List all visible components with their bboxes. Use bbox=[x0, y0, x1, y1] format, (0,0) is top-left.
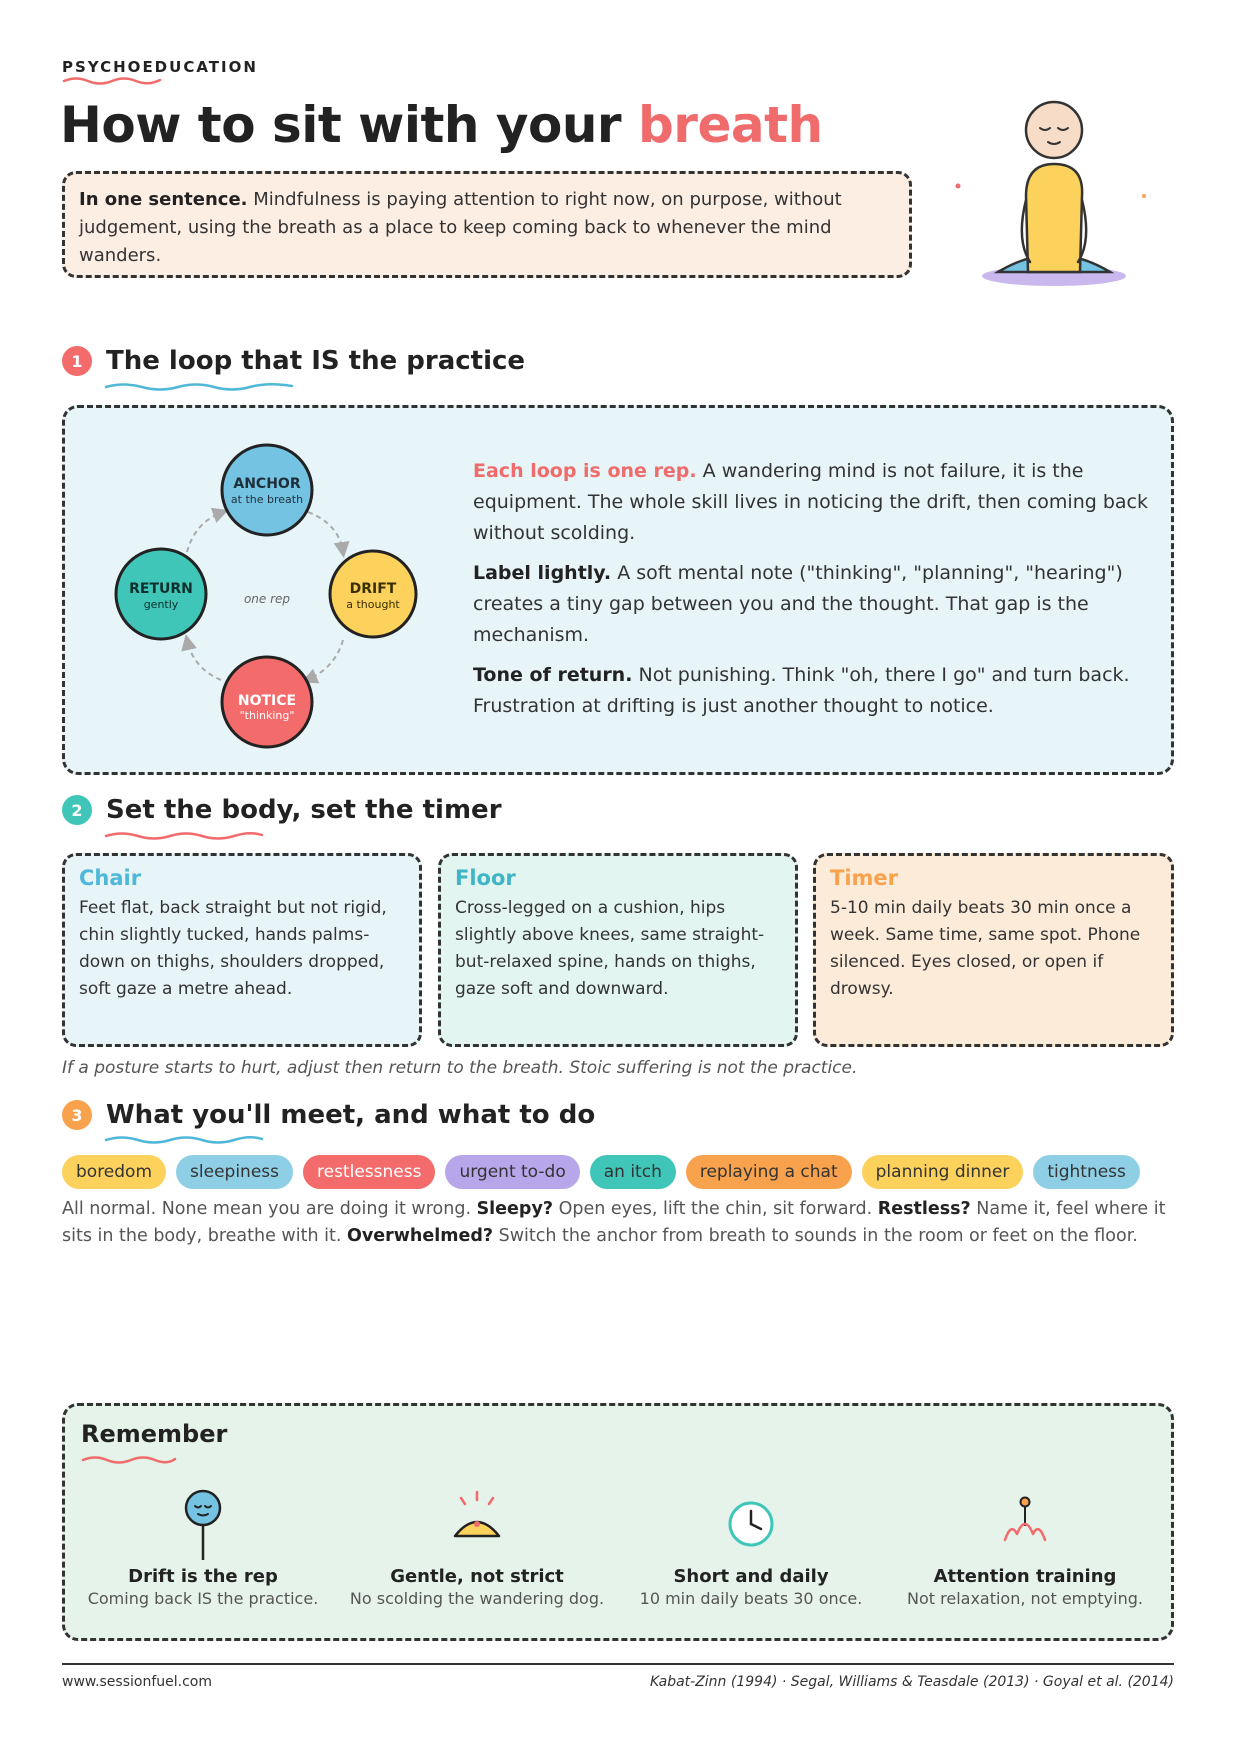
node-label: DRIFT bbox=[349, 581, 397, 597]
loop-arrow bbox=[308, 512, 343, 552]
page-title bbox=[60, 96, 823, 154]
remember-desc: Coming back IS the practice. bbox=[87, 1589, 319, 1608]
posture-note: If a posture starts to hurt, adjust then return to the breath. Stoic suffering is not the practice. bbox=[62, 1058, 858, 1078]
experience-guidance bbox=[62, 1196, 1174, 1250]
loop-panel bbox=[62, 405, 1174, 775]
paragraph-text: A wandering mind is not failure, it is the equipment. The whole skill lives in noticing the drift, then coming back without scolding. bbox=[473, 460, 1148, 544]
footer-site-link[interactable]: www.sessionfuel.com bbox=[62, 1674, 212, 1690]
remember-item bbox=[895, 1486, 1155, 1611]
card-title: Chair bbox=[79, 866, 142, 890]
kicker-underline bbox=[62, 74, 162, 86]
card-body: Feet flat, back straight but not rigid, chin slightly tucked, hands palms-down on thighs, shoulders dropped, soft gaze a metre ahead. bbox=[79, 898, 387, 999]
experience-chip: restlessness bbox=[303, 1155, 435, 1189]
section-number-badge: 2 bbox=[62, 795, 92, 825]
remember-panel bbox=[62, 1403, 1174, 1641]
loop-paragraph bbox=[473, 660, 1153, 722]
lollipop-face-icon bbox=[163, 1486, 243, 1562]
summary-text: Mindfulness is paying attention to right now, on purpose, without judgement, using the breath as a place to keep coming back to whenever the mind wanders. bbox=[79, 189, 842, 266]
section-title: Set the body, set the timer bbox=[106, 795, 502, 825]
experience-chip: urgent to-do bbox=[445, 1155, 579, 1189]
paragraph-lead: Each loop is one rep. bbox=[473, 460, 697, 482]
remember-desc: 10 min daily beats 30 once. bbox=[639, 1589, 863, 1608]
experience-chip: an itch bbox=[590, 1155, 676, 1189]
footer-divider bbox=[62, 1663, 1174, 1665]
section-3-heading bbox=[62, 1100, 595, 1130]
experience-chip: tightness bbox=[1033, 1155, 1140, 1189]
loop-node-return bbox=[116, 549, 206, 639]
remember-item bbox=[347, 1486, 607, 1611]
section-number-badge: 3 bbox=[62, 1100, 92, 1130]
guidance-text: Name it, feel where it sits in the body, breathe with it. bbox=[62, 1199, 1166, 1246]
loop-explanation bbox=[473, 456, 1153, 731]
node-sub: a thought bbox=[346, 598, 400, 611]
paragraph-text: A soft mental note ("thinking", "planning", "hearing") creates a tiny gap between you and the thought. That gap is the mechanism. bbox=[473, 562, 1123, 646]
section-title: The loop that IS the practice bbox=[106, 346, 526, 376]
summary-lead: In one sentence. bbox=[79, 189, 248, 210]
posture-card-floor bbox=[438, 853, 798, 1047]
node-label: NOTICE bbox=[237, 693, 297, 709]
node-label: RETURN bbox=[129, 581, 193, 597]
head bbox=[1026, 102, 1082, 158]
title-accent: breath bbox=[638, 96, 823, 154]
experience-chip: boredom bbox=[62, 1155, 166, 1189]
node-sub: at the breath bbox=[230, 493, 304, 506]
body bbox=[1026, 164, 1082, 272]
remember-label: Short and daily bbox=[673, 1566, 829, 1587]
loop-center-label: one rep bbox=[243, 592, 291, 606]
experience-chip: sleepiness bbox=[176, 1155, 293, 1189]
guidance-keyword: Restless? bbox=[877, 1199, 971, 1219]
clock-icon bbox=[711, 1486, 791, 1562]
posture-card-chair bbox=[62, 853, 422, 1047]
attention-icon bbox=[985, 1486, 1065, 1562]
node-sub: gently bbox=[143, 598, 179, 611]
loop-node-notice bbox=[222, 657, 312, 747]
guidance-text: Open eyes, lift the chin, sit forward. bbox=[553, 1199, 878, 1219]
remember-item bbox=[621, 1486, 881, 1611]
card-body: Cross-legged on a cushion, hips slightly above knees, same straight-but-relaxed spine, hands on thighs, gaze soft and downward. bbox=[455, 898, 765, 999]
practice-loop-diagram bbox=[95, 428, 435, 758]
remember-label: Attention training bbox=[933, 1566, 1117, 1587]
experience-chip-list bbox=[62, 1155, 1174, 1189]
remember-title: Remember bbox=[81, 1420, 228, 1448]
remember-underline bbox=[81, 1454, 177, 1466]
sparkle-dot bbox=[956, 184, 961, 189]
sparkle-dot bbox=[1142, 194, 1146, 198]
title-main: How to sit with your bbox=[60, 96, 639, 154]
loop-paragraph bbox=[473, 558, 1153, 651]
paragraph-lead: Tone of return. bbox=[473, 664, 633, 686]
guidance-keyword: Sleepy? bbox=[476, 1199, 554, 1219]
loop-arrow bbox=[187, 640, 221, 680]
node-label: ANCHOR bbox=[233, 476, 301, 492]
experience-chip: planning dinner bbox=[862, 1155, 1024, 1189]
remember-label: Gentle, not strict bbox=[390, 1566, 564, 1587]
paragraph-lead: Label lightly. bbox=[473, 562, 612, 584]
guidance-text: All normal. None mean you are doing it wrong. bbox=[62, 1199, 477, 1219]
remember-desc: Not relaxation, not emptying. bbox=[907, 1589, 1143, 1608]
summary-box bbox=[62, 171, 912, 278]
section-2-underline bbox=[104, 830, 264, 842]
remember-item bbox=[73, 1486, 333, 1611]
paragraph-text: Not punishing. Think "oh, there I go" and turn back. Frustration at drifting is just another thought to notice. bbox=[473, 664, 1130, 717]
kicker-label: PSYCHOEDUCATION bbox=[62, 58, 258, 76]
sunrise-icon bbox=[437, 1486, 517, 1562]
card-body: 5-10 min daily beats 30 min once a week. Same time, same spot. Phone silenced. Eyes closed, or open if drowsy. bbox=[830, 898, 1141, 999]
section-1-heading bbox=[62, 346, 525, 376]
section-1-underline bbox=[104, 381, 294, 393]
remember-label: Drift is the rep bbox=[128, 1566, 278, 1587]
guidance-text: Switch the anchor from breath to sounds in the room or feet on the floor. bbox=[493, 1226, 1138, 1246]
guidance-keyword: Overwhelmed? bbox=[346, 1226, 494, 1246]
footer-references: Kabat-Zinn (1994) · Segal, Williams & Teasdale (2013) · Goyal et al. (2014) bbox=[649, 1674, 1174, 1690]
remember-desc: No scolding the wandering dog. bbox=[349, 1589, 605, 1608]
card-title: Floor bbox=[455, 866, 516, 890]
node-sub: "thinking" bbox=[239, 709, 295, 722]
experience-chip: replaying a chat bbox=[686, 1155, 852, 1189]
timer-card bbox=[813, 853, 1174, 1047]
loop-node-drift bbox=[330, 551, 416, 637]
section-number-badge: 1 bbox=[62, 346, 92, 376]
loop-arrow bbox=[187, 512, 223, 552]
meditating-person-illustration bbox=[950, 100, 1170, 300]
section-2-heading bbox=[62, 795, 502, 825]
loop-paragraph bbox=[473, 456, 1153, 549]
section-title: What you'll meet, and what to do bbox=[106, 1100, 596, 1130]
loop-arrow bbox=[307, 640, 343, 680]
section-3-underline bbox=[104, 1134, 264, 1146]
loop-node-anchor bbox=[222, 445, 312, 535]
card-title: Timer bbox=[830, 866, 899, 890]
